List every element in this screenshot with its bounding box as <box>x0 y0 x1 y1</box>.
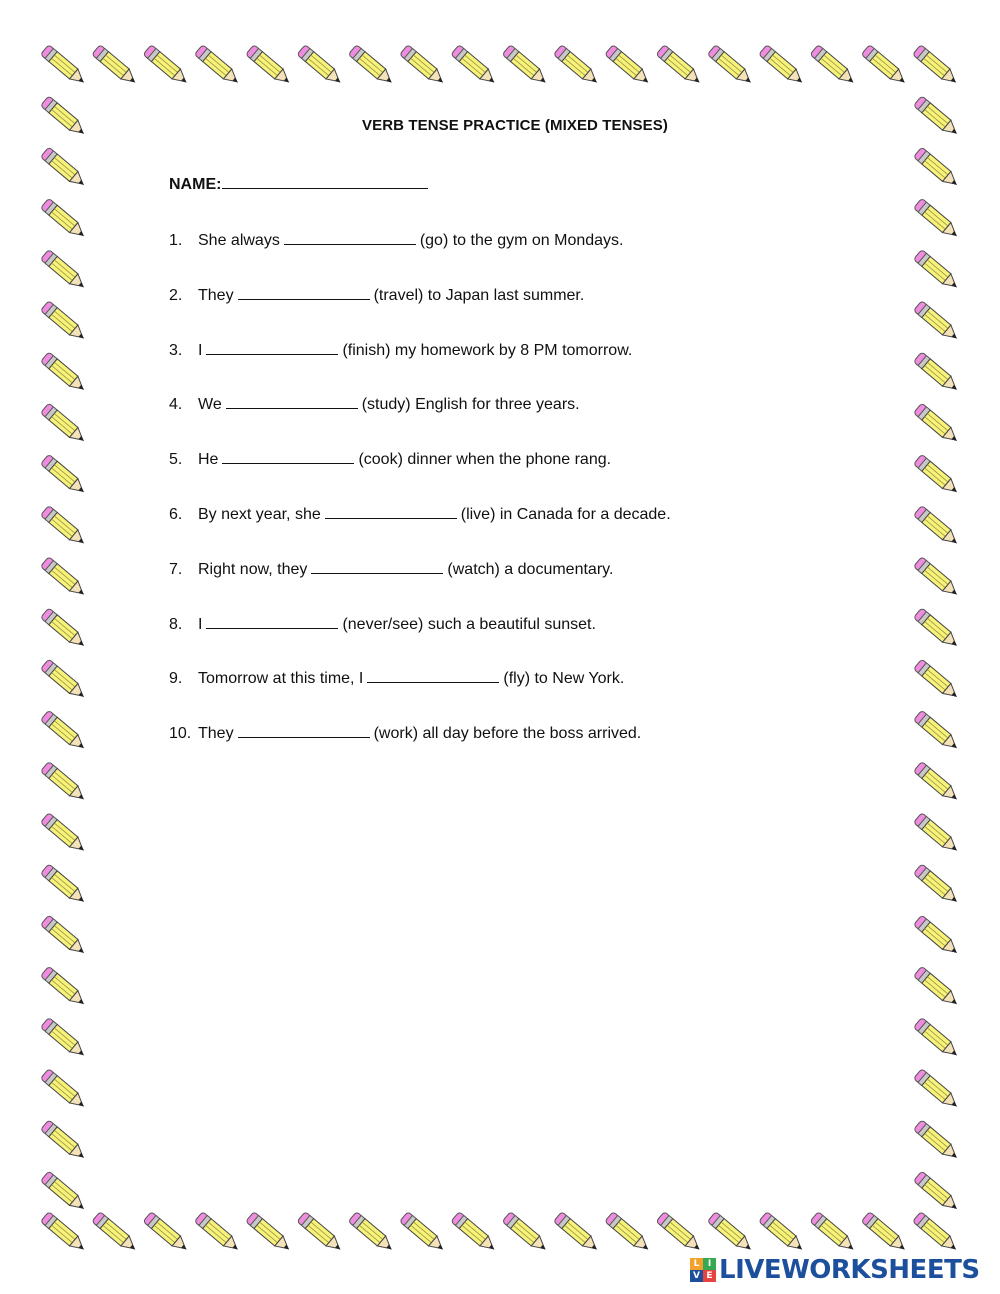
pencil-icon <box>40 1017 88 1060</box>
pencil-icon <box>297 45 345 88</box>
liveworksheets-logo <box>690 1252 980 1288</box>
question-text-after: (live) in Canada for a decade. <box>460 506 671 523</box>
pencil-icon <box>913 352 961 395</box>
question-number: 2. <box>169 287 183 304</box>
question-item <box>169 559 613 579</box>
pencil-icon <box>913 301 961 344</box>
pencil-icon <box>913 557 961 600</box>
worksheet-title: VERB TENSE PRACTICE (MIXED TENSES) <box>362 117 668 134</box>
question-item <box>169 723 641 743</box>
answer-blank[interactable] <box>206 340 338 355</box>
question-number: 1. <box>169 232 183 249</box>
pencil-icon <box>913 608 961 651</box>
pencil-icon <box>400 1212 448 1255</box>
pencil-icon <box>913 147 961 190</box>
question-number: 10. <box>169 725 192 742</box>
question-item <box>169 394 580 414</box>
pencil-icon <box>913 761 961 804</box>
question-text-after: (study) English for three years. <box>361 396 580 413</box>
answer-blank[interactable] <box>222 449 354 464</box>
pencil-icon <box>913 1017 961 1060</box>
pencil-icon <box>913 915 961 958</box>
question-text-after: (finish) my homework by 8 PM tomorrow. <box>342 342 633 359</box>
question-number: 4. <box>169 396 183 413</box>
pencil-icon <box>861 45 909 88</box>
pencil-icon <box>40 301 88 344</box>
pencil-icon <box>40 1212 88 1255</box>
pencil-icon <box>348 45 396 88</box>
pencil-icon <box>40 1120 88 1163</box>
question-number: 6. <box>169 506 183 523</box>
pencil-icon <box>656 45 704 88</box>
pencil-icon <box>913 1120 961 1163</box>
question-text-after: (cook) dinner when the phone rang. <box>358 451 612 468</box>
logo-mark-icon <box>690 1258 716 1282</box>
pencil-icon <box>913 198 961 241</box>
pencil-icon <box>913 1069 961 1112</box>
pencil-icon <box>40 761 88 804</box>
question-number: 9. <box>169 670 183 687</box>
pencil-icon <box>913 454 961 497</box>
pencil-icon <box>194 1212 242 1255</box>
pencil-icon <box>40 864 88 907</box>
question-item <box>169 340 632 360</box>
pencil-icon <box>707 45 755 88</box>
pencil-icon <box>913 505 961 548</box>
logo-text: LIVEWORKSHEETS <box>719 1255 980 1285</box>
pencil-icon <box>605 45 653 88</box>
question-text-after: (fly) to New York. <box>503 670 625 687</box>
pencil-icon <box>913 864 961 907</box>
pencil-icon <box>246 1212 294 1255</box>
pencil-icon <box>40 505 88 548</box>
pencil-icon <box>656 1212 704 1255</box>
question-text-before: They <box>198 725 234 742</box>
pencil-icon <box>40 1069 88 1112</box>
pencil-icon <box>348 1212 396 1255</box>
question-number: 3. <box>169 342 183 359</box>
pencil-icon <box>759 45 807 88</box>
pencil-icon <box>759 1212 807 1255</box>
pencil-icon <box>400 45 448 88</box>
pencil-icon <box>40 659 88 702</box>
logo-mark-letter: L <box>690 1258 703 1270</box>
question-text-before: I <box>198 342 203 359</box>
pencil-icon <box>246 45 294 88</box>
answer-blank[interactable] <box>226 394 358 409</box>
pencil-icon <box>913 45 961 88</box>
pencil-icon <box>707 1212 755 1255</box>
pencil-icon <box>40 557 88 600</box>
pencil-icon <box>913 403 961 446</box>
question-text-after: (never/see) such a beautiful sunset. <box>342 616 596 633</box>
pencil-icon <box>502 1212 550 1255</box>
pencil-icon <box>810 45 858 88</box>
pencil-icon <box>143 1212 191 1255</box>
pencil-icon <box>40 403 88 446</box>
question-text-before: She always <box>198 232 280 249</box>
question-item <box>169 668 624 688</box>
answer-blank[interactable] <box>206 614 338 629</box>
question-text-before: They <box>198 287 234 304</box>
pencil-icon <box>40 198 88 241</box>
pencil-icon <box>913 966 961 1009</box>
question-number: 8. <box>169 616 183 633</box>
question-text-after: (watch) a documentary. <box>447 561 614 578</box>
answer-blank[interactable] <box>325 504 457 519</box>
question-item <box>169 504 671 524</box>
pencil-icon <box>913 813 961 856</box>
answer-blank[interactable] <box>284 230 416 245</box>
pencil-icon <box>40 249 88 292</box>
logo-mark-letter: I <box>703 1258 716 1270</box>
question-item <box>169 614 596 634</box>
question-text-before: Tomorrow at this time, I <box>198 670 364 687</box>
pencil-icon <box>40 608 88 651</box>
pencil-icon <box>143 45 191 88</box>
pencil-icon <box>913 249 961 292</box>
answer-blank[interactable] <box>367 668 499 683</box>
question-number: 7. <box>169 561 183 578</box>
pencil-icon <box>913 1212 961 1255</box>
pencil-icon <box>605 1212 653 1255</box>
question-text-before: We <box>198 396 222 413</box>
question-text-before: I <box>198 616 203 633</box>
pencil-icon <box>40 966 88 1009</box>
pencil-icon <box>553 45 601 88</box>
pencil-icon <box>913 659 961 702</box>
pencil-icon <box>194 45 242 88</box>
pencil-icon <box>40 915 88 958</box>
question-text-after: (go) to the gym on Mondays. <box>419 232 624 249</box>
question-item <box>169 449 611 469</box>
pencil-icon <box>913 1171 961 1214</box>
question-text-before: He <box>198 451 219 468</box>
pencil-icon <box>451 45 499 88</box>
answer-blank[interactable] <box>238 285 370 300</box>
pencil-icon <box>861 1212 909 1255</box>
pencil-icon <box>40 45 88 88</box>
question-text-after: (travel) to Japan last summer. <box>373 287 585 304</box>
pencil-icon <box>502 45 550 88</box>
pencil-icon <box>40 1171 88 1214</box>
question-text-after: (work) all day before the boss arrived. <box>373 725 642 742</box>
question-item <box>169 230 623 250</box>
pencil-icon <box>40 710 88 753</box>
pencil-icon <box>40 147 88 190</box>
answer-blank[interactable] <box>238 723 370 738</box>
pencil-icon <box>92 45 140 88</box>
logo-mark-letter: E <box>703 1270 716 1282</box>
question-text-before: Right now, they <box>198 561 308 578</box>
pencil-icon <box>451 1212 499 1255</box>
question-number: 5. <box>169 451 183 468</box>
name-field-row <box>169 174 428 194</box>
pencil-icon <box>92 1212 140 1255</box>
pencil-icon <box>810 1212 858 1255</box>
pencil-icon <box>40 352 88 395</box>
question-text-before: By next year, she <box>198 506 321 523</box>
answer-blank[interactable] <box>311 559 443 574</box>
name-label: NAME: <box>169 176 222 193</box>
pencil-icon <box>40 813 88 856</box>
pencil-icon <box>40 454 88 497</box>
pencil-icon <box>913 710 961 753</box>
pencil-icon <box>297 1212 345 1255</box>
pencil-icon <box>553 1212 601 1255</box>
question-item <box>169 285 584 305</box>
logo-mark-letter: V <box>690 1270 703 1282</box>
name-input-line[interactable] <box>222 174 428 189</box>
